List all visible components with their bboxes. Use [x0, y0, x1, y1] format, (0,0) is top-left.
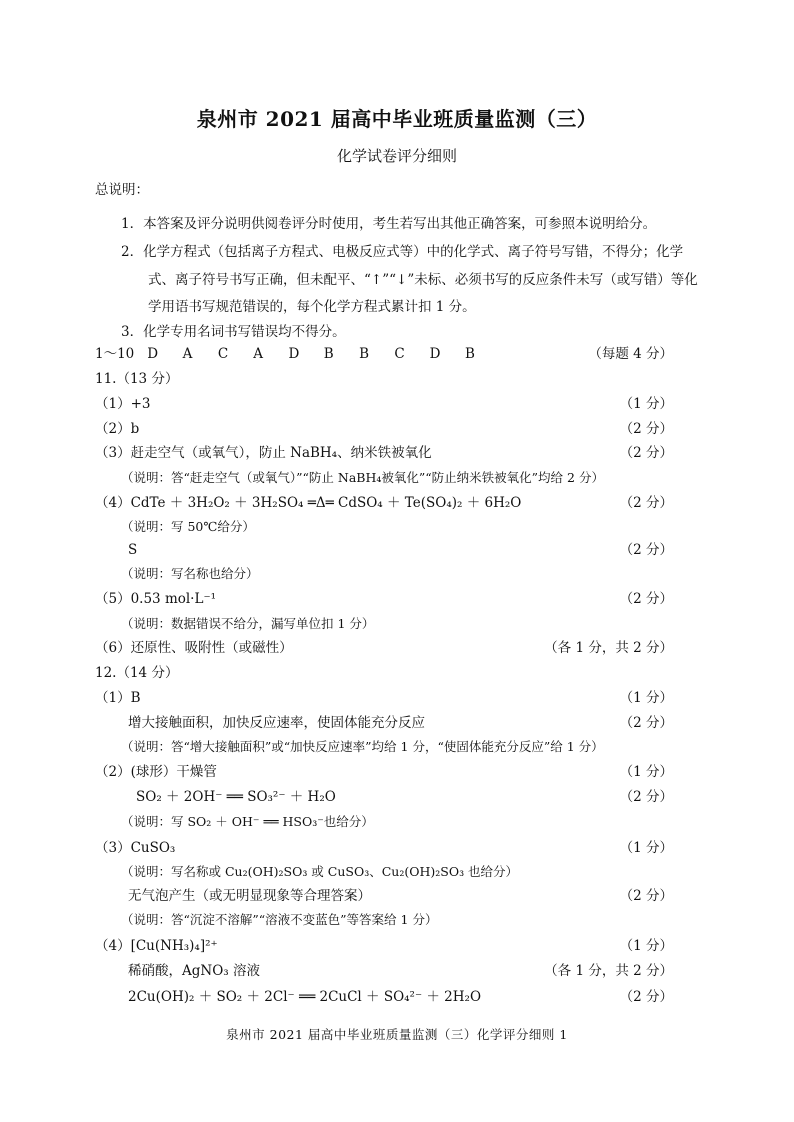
q11-part4b-score: （2 分） [619, 542, 673, 558]
q11-part5-note: （说明：数据错误不给分，漏写单位扣 1 分） [121, 616, 375, 631]
q12-part3-score: （1 分） [619, 840, 673, 856]
general-item-1: 1．本答案及评分说明供阅卷评分时使用，考生若写出其他正确答案，可参照本说明给分。 [121, 216, 657, 232]
document-title: 泉州市 2021 届高中毕业班质量监测（三） [196, 107, 598, 131]
general-item-2: 2．化学方程式（包括离子方程式、电极反应式等）中的化学式、离子符号写错，不得分；化学 [121, 244, 684, 260]
general-item-2-cont2: 学用语书写规范错误的，每个化学方程式累计扣 1 分。 [148, 299, 476, 315]
mcq-answer: B [359, 346, 369, 362]
q11-part2-score: （2 分） [619, 421, 673, 437]
q11-part3: （3）赶走空气（或氧气），防止 NaBH₄、纳米铁被氧化 [95, 445, 432, 461]
mcq-answer: D [429, 346, 441, 362]
mcq-answer: B [323, 346, 334, 362]
document-subtitle: 化学试卷评分细则 [336, 147, 457, 165]
mcq-answer: A [253, 346, 263, 362]
q12-part1b-note: （说明：答“增大接触面积”或“加快反应速率”均给 1 分，“使固体能充分反应”给 1 分） [121, 739, 604, 754]
q12-part3b-note: （说明：答“沉淀不溶解”“溶液不变蓝色”等答案给 1 分） [121, 912, 438, 927]
q12-part2b-note: （说明：写 SO₂ ＋ OH⁻ ══ HSO₃⁻也给分） [121, 814, 374, 829]
q12-header: 12.（14 分） [95, 665, 179, 681]
general-label: 总说明： [95, 182, 149, 198]
q12-part1-score: （1 分） [619, 690, 673, 706]
q12-part3: （3）CuSO₃ [95, 840, 176, 856]
q12-part1: （1）B [95, 690, 141, 706]
mcq-answer: C [394, 346, 405, 362]
q11-header: 11.（13 分） [95, 371, 179, 387]
q12-part2: （2）(球形）干燥管 [95, 764, 217, 780]
q12-part2b-score: （2 分） [619, 789, 673, 805]
q11-part3-score: （2 分） [619, 445, 673, 461]
q11-part4-score: （2 分） [619, 495, 673, 511]
mcq-answer: D [147, 346, 159, 362]
mcq-range: 1～10 [95, 346, 135, 362]
q11-part2: （2）b [95, 421, 140, 437]
mcq-answer: D [288, 346, 300, 362]
page-footer: 泉州市 2021 届高中毕业班质量监测（三）化学评分细则 1 [226, 1027, 568, 1042]
q11-part4b-note: （说明：写名称也给分） [121, 566, 259, 581]
q11-part1: （1）+3 [95, 396, 151, 412]
mcq-answer: C [217, 346, 229, 362]
general-item-2-cont: 式、离子符号书写正确，但未配平、“↑”“↓”未标、必须书写的反应条件未写（或写错）等化 [148, 272, 698, 288]
mcq-score: （每题 4 分） [588, 346, 673, 362]
q11-part5-score: （2 分） [619, 591, 673, 607]
q11-part1-score: （1 分） [619, 396, 673, 412]
q12-part3b-score: （2 分） [619, 888, 673, 904]
q11-part3-note: （说明：答“赶走空气（或氧气）”“防止 NaBH₄被氧化”“防止纳米铁被氧化”均给 2 分） [121, 470, 604, 485]
q12-part4b: 稀硝酸，AgNO₃ 溶液 [128, 963, 260, 979]
q12-part1b-score: （2 分） [619, 715, 673, 731]
q12-part4: （4）[Cu(NH₃)₄]²⁺ [95, 938, 218, 954]
q11-part4b: S [128, 542, 138, 558]
q11-part6: （6）还原性、吸附性（或磁性） [95, 640, 293, 656]
q12-part1b: 增大接触面积，加快反应速率，使固体能充分反应 [128, 715, 425, 731]
q12-part4-score: （1 分） [619, 938, 673, 954]
q12-part3b: 无气泡产生（或无明显现象等合理答案） [128, 888, 371, 904]
q12-part2-score: （1 分） [619, 764, 673, 780]
q12-part4b-score: （各 1 分，共 2 分） [544, 963, 673, 979]
q11-part4: （4）CdTe ＋ 3H₂O₂ ＋ 3H₂SO₄ ═Δ═ CdSO₄ ＋ Te(SO₄)₂ ＋ 6H₂O [95, 495, 522, 511]
q12-part4c: 2Cu(OH)₂ ＋ SO₂ ＋ 2Cl⁻ ══ 2CuCl ＋ SO₄²⁻ ＋ 2H₂O [128, 989, 482, 1005]
q11-part4-note: （说明：写 50℃给分） [121, 519, 255, 534]
q11-part6-score: （各 1 分，共 2 分） [544, 640, 673, 656]
q12-part3-note: （说明：写名称或 Cu₂(OH)₂SO₃ 或 CuSO₃、Cu₂(OH)₂SO₃ 也给分） [121, 864, 519, 879]
q12-part4c-score: （2 分） [619, 989, 673, 1005]
general-item-3: 3．化学专用名词书写错误均不得分。 [121, 324, 346, 340]
q11-part5: （5）0.53 mol·L⁻¹ [95, 591, 216, 607]
mcq-answer: B [464, 346, 475, 362]
q12-part2b: SO₂ ＋ 2OH⁻ ══ SO₃²⁻ ＋ H₂O [136, 789, 336, 805]
mcq-row [95, 344, 496, 364]
mcq-answer: A [182, 346, 193, 362]
